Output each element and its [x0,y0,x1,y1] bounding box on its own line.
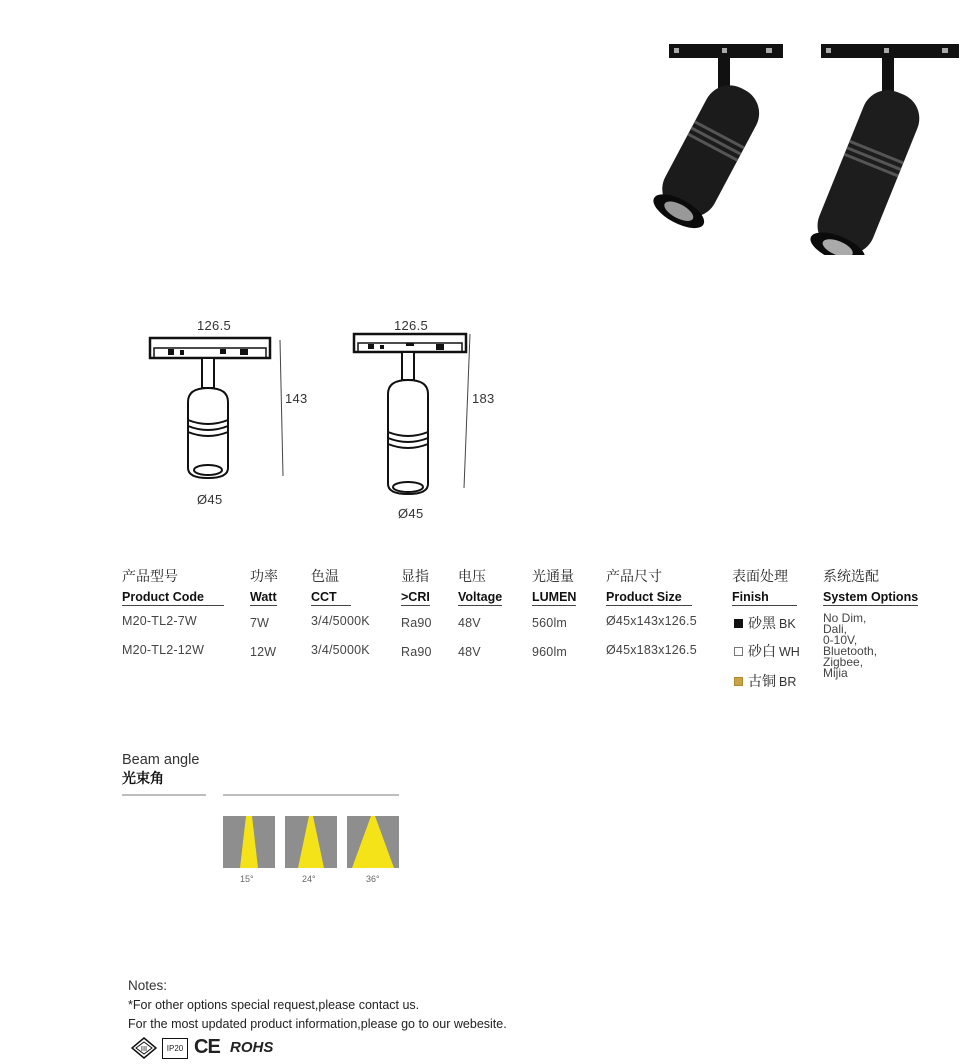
diameter-dimension: Ø45 [197,492,223,507]
beam-label-24: 24° [302,874,316,884]
lumen-cell: 960lm [532,645,568,659]
note-line: For the most updated product information,please go to our webesite. [128,1017,507,1031]
header-cri: 显指 >CRI [401,569,430,604]
product-photo [636,40,966,255]
beam-diagram-24 [285,816,337,868]
header-product-size: 产品尺寸 Product Size [606,566,692,606]
voltage-cell: 48V [458,645,481,659]
header-watt: 功率 Watt [250,569,278,604]
divider [223,794,399,796]
certification-marks [131,1036,291,1060]
watt-cell: 7W [250,616,270,630]
voltage-cell: 48V [458,616,481,630]
header-voltage: 电压 Voltage [458,569,503,604]
width-dimension: 126.5 [394,318,429,333]
spotlight-right-image [806,44,959,255]
class-iii-icon [131,1037,157,1059]
diameter-dimension: Ø45 [398,506,424,521]
beam-angle-title: Beam angle [122,752,200,768]
cri-cell: Ra90 [401,616,432,630]
rohs-icon: ROHS [230,1039,274,1056]
finish-option-bronze: 古铜 BR [734,671,796,691]
note-line: *For other options special request,please contact us. [128,998,420,1012]
product-size-cell: Ø45x143x126.5 [606,614,697,628]
width-dimension: 126.5 [197,318,232,333]
product-code-cell: M20-TL2-7W [122,614,197,628]
ce-icon: CE [194,1036,220,1058]
lumen-cell: 560lm [532,616,568,630]
product-size-cell: Ø45x183x126.5 [606,643,697,657]
bronze-swatch-icon [734,677,743,686]
ip20-icon: IP20 [162,1038,188,1059]
watt-cell: 12W [250,645,277,659]
beam-diagram-15 [223,816,275,868]
cri-cell: Ra90 [401,645,432,659]
black-swatch-icon [734,619,743,628]
height-dimension: 183 [472,391,495,406]
svg-text:III: III [140,1045,148,1053]
beam-angle-title-zh: 光束角 [122,771,164,787]
beam-label-15: 15° [240,874,254,884]
header-cct: 色温 CCT [311,566,351,606]
white-swatch-icon [734,647,743,656]
product-code-cell: M20-TL2-12W [122,643,205,657]
drawing-outline-183 [352,332,502,502]
spotlight-left-image [648,44,783,235]
system-options-list: No Dim, Dali, 0-10V, Bluetooth, Zigbee, Mijia [823,611,878,680]
header-system-options: 系统选配 System Options [823,569,919,604]
header-lumen: 光通量 LUMEN [532,569,577,604]
header-product-code: 产品型号 Product Code [122,566,224,606]
beam-diagram-36 [347,816,399,868]
height-dimension: 143 [285,391,308,406]
finish-option-white: 砂白 WH [734,641,800,661]
beam-label-36: 36° [366,874,380,884]
divider [122,794,206,796]
cct-cell: 3/4/5000K [311,643,370,657]
notes-title: Notes: [128,978,168,993]
drawing-outline-143 [148,336,288,486]
cct-cell: 3/4/5000K [311,614,370,628]
header-finish: 表面处理 Finish [732,566,797,606]
finish-option-black: 砂黑 BK [734,613,796,633]
